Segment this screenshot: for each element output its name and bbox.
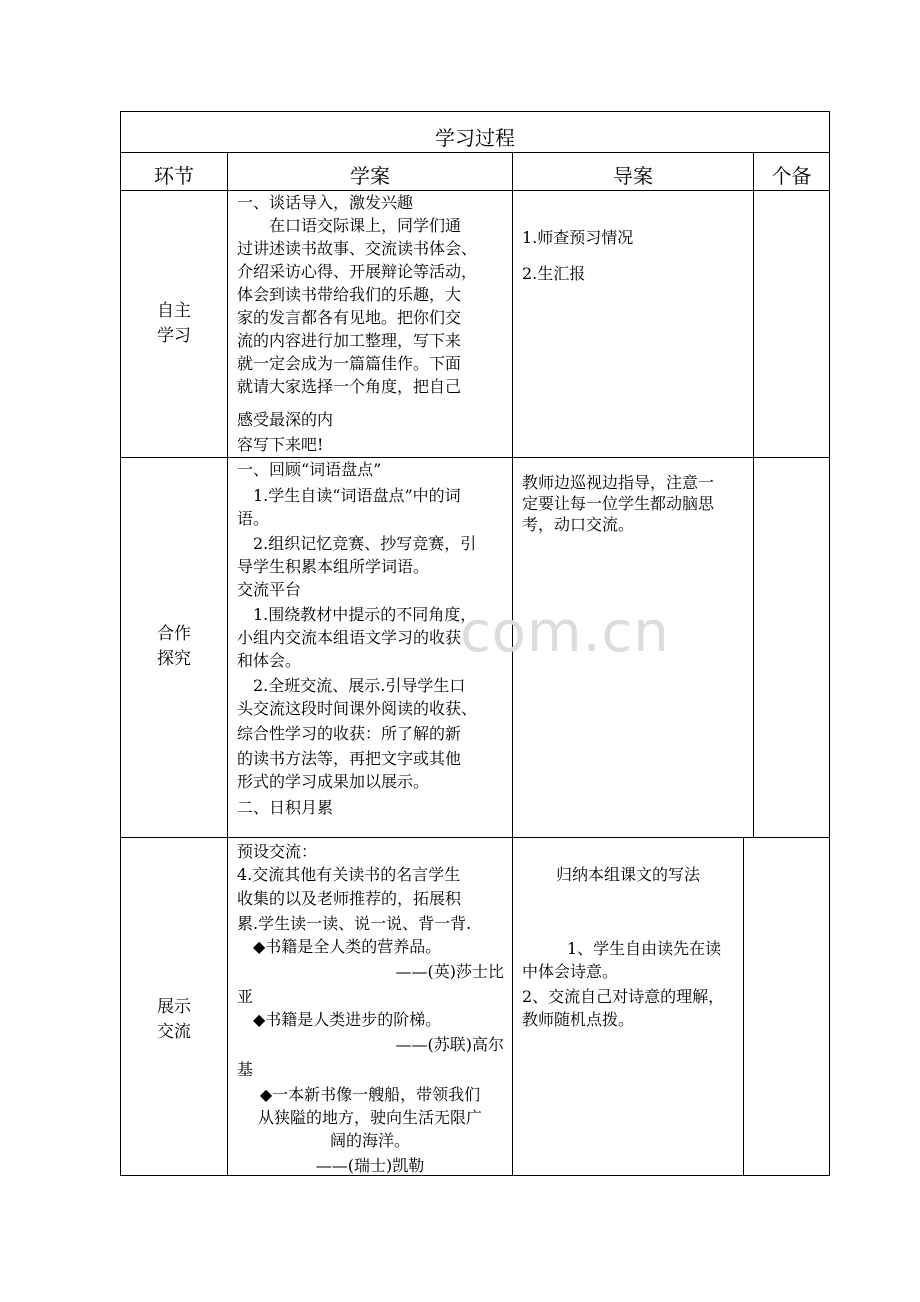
- text-line: 1、学生自由读先在读: [567, 939, 722, 958]
- text-line: ◆书籍是全人类的营养品。: [237, 937, 442, 956]
- header-personal-notes: 个备: [771, 164, 812, 188]
- text-line: 容写下来吧!: [237, 435, 324, 454]
- text-line: 介绍采访心得、开展辩论等活动，: [237, 262, 478, 281]
- text-line: 就请大家选择一个角度，把自己: [237, 377, 462, 396]
- text-line: ——(瑞士)凯勒: [315, 1156, 425, 1175]
- stage-label: [121, 622, 227, 672]
- text-line: 过讲述读书故事、交流读书体会、: [237, 239, 478, 258]
- text-line: 定要让每一位学生都动脑思: [522, 494, 715, 513]
- text-line: 2.组织记忆竞赛、抄写竞赛，引: [237, 534, 477, 553]
- text-line: 累.学生读一读、说一说、背一背.: [237, 914, 472, 933]
- stage-label-line: 自主: [157, 301, 191, 321]
- stage-label: [121, 995, 227, 1045]
- text-line: 教师随机点拨。: [522, 1010, 635, 1029]
- text-line: 归纳本组课文的写法: [555, 865, 700, 884]
- text-line: 小组内交流本组语文学习的收获: [237, 628, 462, 647]
- text-line: 导学生积累本组所学词语。: [237, 557, 430, 576]
- text-line: 教师边巡视边指导，注意一: [522, 473, 715, 492]
- stage-label-line: 学习: [157, 326, 191, 346]
- stage-label-line: 合作: [157, 624, 191, 644]
- text-line: 2.全班交流、展示.引导学生口: [237, 676, 466, 695]
- text-line: 中体会诗意。: [522, 962, 619, 981]
- watermark: com.cn: [460, 600, 670, 665]
- stage-label-line: 交流: [157, 1022, 191, 1042]
- text-line: 一、回顾“词语盘点”: [237, 460, 382, 479]
- stage-label: [121, 299, 227, 349]
- text-line: ——(苏联)高尔: [395, 1035, 504, 1054]
- text-line: 2、交流自己对诗意的理解，: [522, 987, 725, 1006]
- header-teaching-plan: 导案: [613, 164, 653, 188]
- text-line: 1.师查预习情况: [522, 228, 634, 247]
- text-line: 阔的海洋。: [329, 1131, 410, 1150]
- text-line: 在口语交际课上，同学们通: [237, 216, 462, 235]
- text-line: 家的发言都各有见地。把你们交: [237, 308, 462, 327]
- text-line: 收集的以及老师推荐的，拓展积: [237, 889, 462, 908]
- text-line: 4.交流其他有关读书的名言学生: [237, 865, 461, 884]
- text-line: 二、日积月累: [237, 798, 334, 817]
- text-line: 1.围绕教材中提示的不同角度，: [237, 605, 477, 624]
- text-line: 从狭隘的地方，驶向生活无限广: [257, 1108, 482, 1127]
- grid-line: [227, 152, 228, 1176]
- text-line: 语。: [237, 509, 270, 528]
- text-line: 预设交流：: [237, 842, 318, 861]
- text-line: ◆书籍是人类进步的阶梯。: [237, 1010, 442, 1029]
- text-line: 就一定会成为一篇篇佳作。下面: [237, 354, 462, 373]
- header-stage: 环节: [154, 164, 194, 188]
- grid-line: [743, 837, 744, 1176]
- text-line: 头交流这段时间课外阅读的收获、: [237, 699, 478, 718]
- text-line: 感受最深的内: [237, 410, 334, 429]
- text-line: 交流平台: [237, 580, 302, 599]
- text-line: 体会到读书带给我们的乐趣，大: [237, 285, 462, 304]
- stage-label-line: 展示: [157, 997, 191, 1017]
- text-line: 的读书方法等，再把文字或其他: [237, 749, 462, 768]
- text-line: 1.学生自读“词语盘点”中的词: [237, 486, 461, 505]
- grid-line: [753, 152, 754, 837]
- text-line: 形式的学习成果加以展示。: [237, 772, 430, 791]
- text-line: 流的内容进行加工整理，写下来: [237, 331, 462, 350]
- text-line: 和体会。: [237, 651, 302, 670]
- text-line: ◆一本新书像一艘船，带领我们: [259, 1085, 481, 1104]
- text-line: ——(英)莎士比: [395, 962, 504, 981]
- text-line: 综合性学习的收获：所了解的新: [237, 724, 462, 743]
- text-line: 考，动口交流。: [522, 515, 635, 534]
- text-line: 2.生汇报: [522, 264, 586, 283]
- stage-label-line: 探究: [157, 649, 191, 669]
- header-study-plan: 学案: [350, 164, 390, 188]
- text-line: 一、谈话导入，激发兴趣: [237, 193, 414, 212]
- table-title: 学习过程: [435, 126, 515, 150]
- text-line: 亚: [237, 987, 254, 1006]
- text-line: 基: [237, 1060, 254, 1079]
